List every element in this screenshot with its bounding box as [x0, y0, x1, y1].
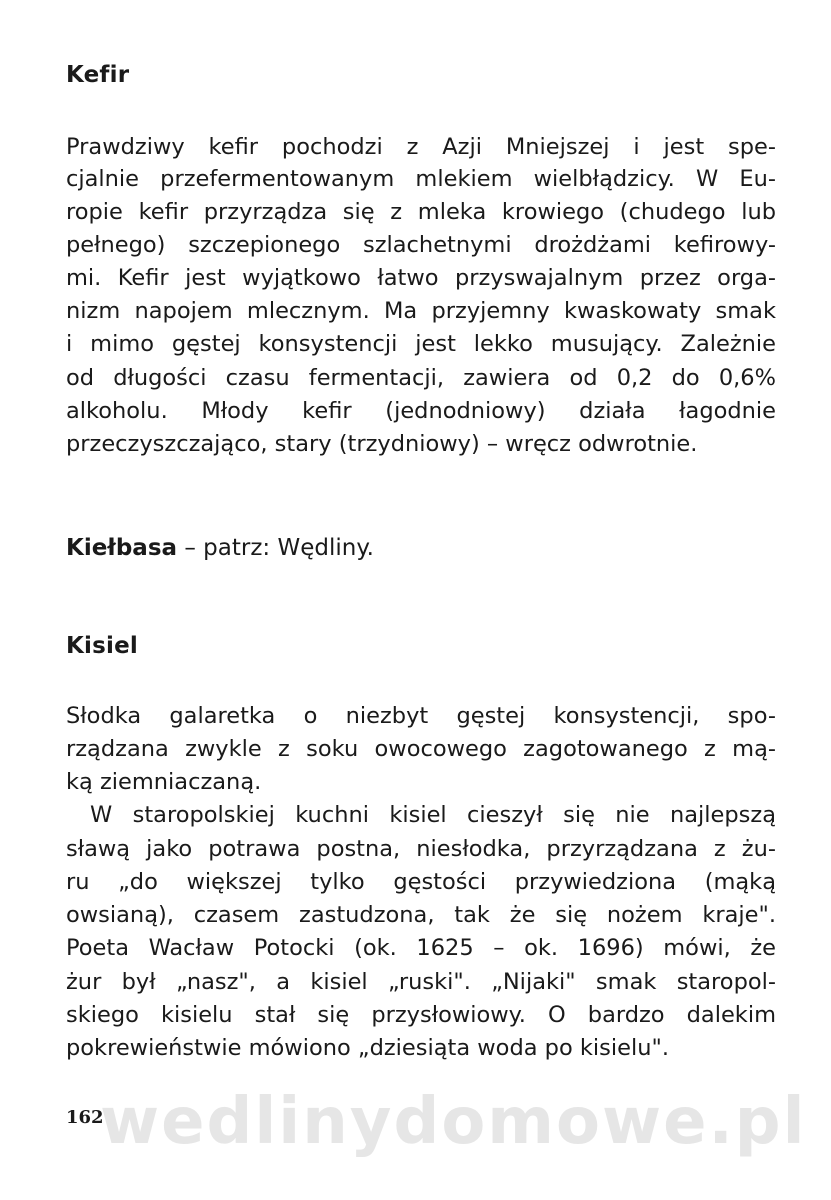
kisiel-line: ru „do większej tylko gęstości przywiedziona (mąką: [66, 869, 776, 895]
kisiel-line: ką ziemniaczaną.: [66, 769, 262, 795]
kisiel-line: Słodka galaretka o niezbyt gęstej konsystencji, spo-: [66, 703, 776, 729]
entry-kielbasa-crossref: – patrz: Wędliny.: [177, 535, 374, 561]
entry-kielbasa: [66, 535, 374, 561]
kisiel-line: żur był „nasz", a kisiel „ruski". „Nijaki" smak staropol-: [66, 969, 776, 995]
kefir-line: cjalnie przefermentowanym mlekiem wielbłądzicy. W Eu-: [66, 166, 776, 192]
kisiel-line: owsianą), czasem zastudzona, tak że się nożem kraje".: [66, 902, 776, 928]
kefir-line: od długości czasu fermentacji, zawiera od 0,2 do 0,6%: [66, 365, 776, 391]
kisiel-line: pokrewieństwie mówiono „dziesiąta woda po kisielu".: [66, 1035, 669, 1061]
kisiel-line: skiego kisielu stał się przysłowiowy. O bardzo dalekim: [66, 1002, 776, 1028]
kefir-line: i mimo gęstej konsystencji jest lekko musujący. Zależnie: [66, 331, 776, 357]
watermark: wedlinydomowe.pl: [100, 1085, 807, 1159]
kisiel-line: W staropolskiej kuchni kisiel cieszył się nie najlepszą: [90, 802, 776, 828]
entry-title-kefir: Kefir: [66, 62, 130, 88]
kisiel-line: rządzana zwykle z soku owocowego zagotowanego z mą-: [66, 736, 776, 762]
kefir-line: nizm napojem mlecznym. Ma przyjemny kwaskowaty smak: [66, 298, 776, 324]
kefir-line: alkoholu. Młody kefir (jednodniowy) działa łagodnie: [66, 398, 776, 424]
kefir-line: pełnego) szczepionego szlachetnymi drożdżami kefirowy-: [66, 232, 776, 258]
kisiel-line: Poeta Wacław Potocki (ok. 1625 – ok. 1696) mówi, że: [66, 935, 776, 961]
kefir-line: ropie kefir przyrządza się z mleka krowiego (chudego lub: [66, 199, 776, 225]
kefir-line: mi. Kefir jest wyjątkowo łatwo przyswajalnym przez orga-: [66, 265, 776, 291]
entry-title-kielbasa: Kiełbasa: [66, 535, 178, 561]
kisiel-line: sławą jako potrawa postna, niesłodka, przyrządzana z żu-: [66, 836, 776, 862]
page-number: 162: [66, 1107, 104, 1128]
entry-title-kisiel: Kisiel: [66, 633, 138, 659]
kefir-line: przeczyszczająco, stary (trzydniowy) – wręcz odwrotnie.: [66, 431, 698, 457]
kefir-line: Prawdziwy kefir pochodzi z Azji Mniejszej i jest spe-: [66, 134, 776, 160]
